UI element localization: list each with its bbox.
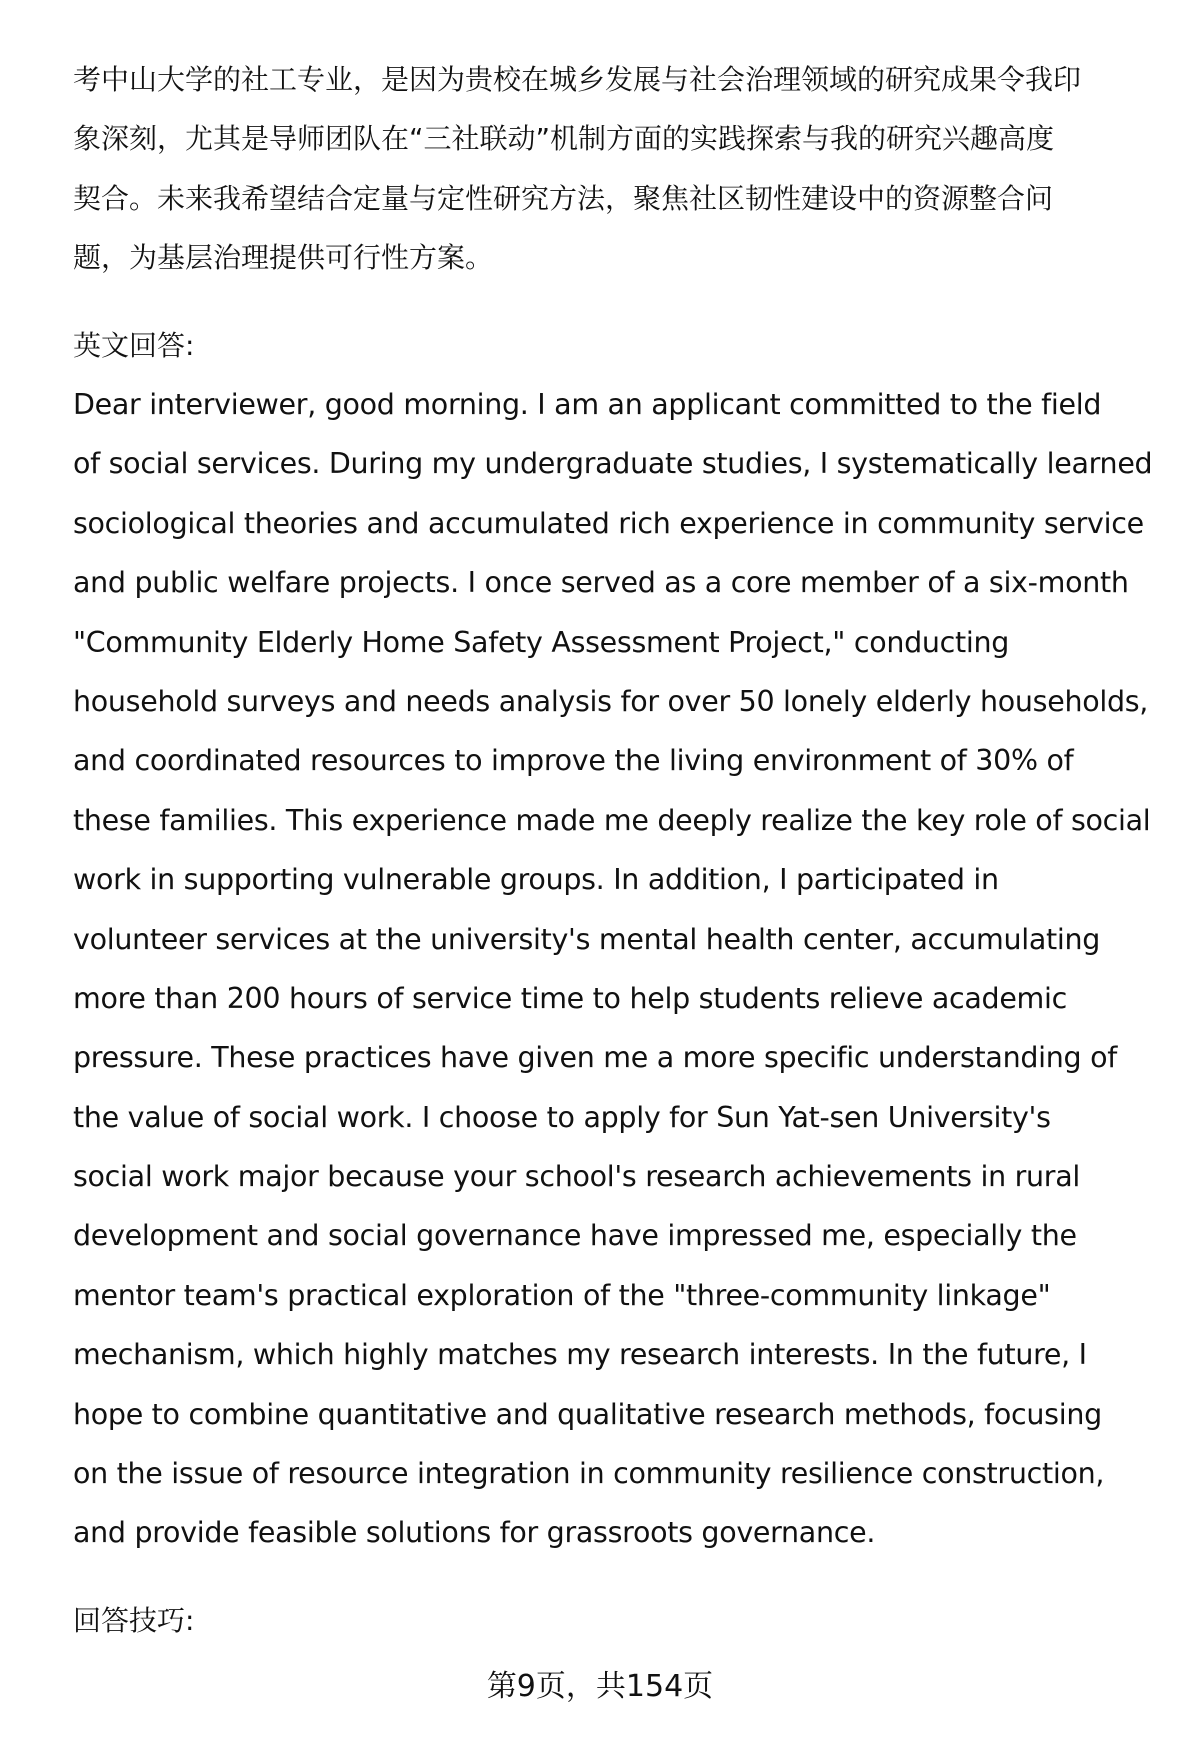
english-answer-heading: 英文回答: — [73, 329, 195, 362]
paragraph-line: social work major because your school's research achievements in rural — [73, 1160, 1080, 1194]
paragraph-line: mentor team's practical exploration of the "three-community linkage" — [73, 1278, 1051, 1312]
paragraph-line: hope to combine quantitative and qualitative research methods, focusing — [73, 1397, 1102, 1431]
paragraph-line: volunteer services at the university's mental health center, accumulating — [73, 922, 1101, 956]
paragraph-line: "Community Elderly Home Safety Assessment Project," conducting — [73, 625, 1010, 659]
answer-tips-heading: 回答技巧: — [73, 1604, 195, 1637]
paragraph-line: and provide feasible solutions for grassroots governance. — [73, 1516, 876, 1550]
paragraph-line: mechanism, which highly matches my research interests. In the future, I — [73, 1338, 1087, 1372]
tips-heading-block — [73, 1591, 1183, 1650]
paragraph-line: 象深刻，尤其是导师团队在“三社联动”机制方面的实践探索与我的研究兴趣高度 — [73, 122, 1055, 156]
paragraph-line: sociological theories and accumulated rich experience in community service — [73, 506, 1144, 540]
paragraph-line: and public welfare projects. I once served as a core member of a six-month — [73, 566, 1129, 600]
paragraph-line: on the issue of resource integration in community resilience construction, — [73, 1457, 1105, 1491]
paragraph-line: the value of social work. I choose to apply for Sun Yat-sen University's — [73, 1100, 1051, 1134]
paragraph-line: these families. This experience made me deeply realize the key role of social — [73, 803, 1151, 837]
chinese-answer — [73, 50, 1183, 288]
paragraph-line: household surveys and needs analysis for over 50 lonely elderly households, — [73, 684, 1149, 718]
paragraph-line: work in supporting vulnerable groups. In addition, I participated in — [73, 863, 999, 897]
paragraph-line: more than 200 hours of service time to help students relieve academic — [73, 981, 1068, 1015]
paragraph-line: 题，为基层治理提供可行性方案。 — [73, 241, 494, 275]
paragraph-line: pressure. These practices have given me a more specific understanding of — [73, 1041, 1117, 1075]
page-number: 第9页，共154页 — [486, 1669, 714, 1704]
english-heading-block — [73, 316, 1183, 375]
paragraph-line: and coordinated resources to improve the living environment of 30% of — [73, 744, 1074, 778]
paragraph-line: 考中山大学的社工专业，是因为贵校在城乡发展与社会治理领域的研究成果令我印 — [73, 63, 1082, 96]
paragraph-line: Dear interviewer, good morning. I am an applicant committed to the field — [73, 388, 1102, 421]
english-answer — [73, 375, 1183, 1563]
paragraph-line: development and social governance have impressed me, especially the — [73, 1219, 1077, 1253]
paragraph-line: of social services. During my undergraduate studies, I systematically learned — [73, 447, 1153, 481]
paragraph-line: 契合。未来我希望结合定量与定性研究方法，聚焦社区韧性建设中的资源整合问 — [73, 181, 1054, 215]
